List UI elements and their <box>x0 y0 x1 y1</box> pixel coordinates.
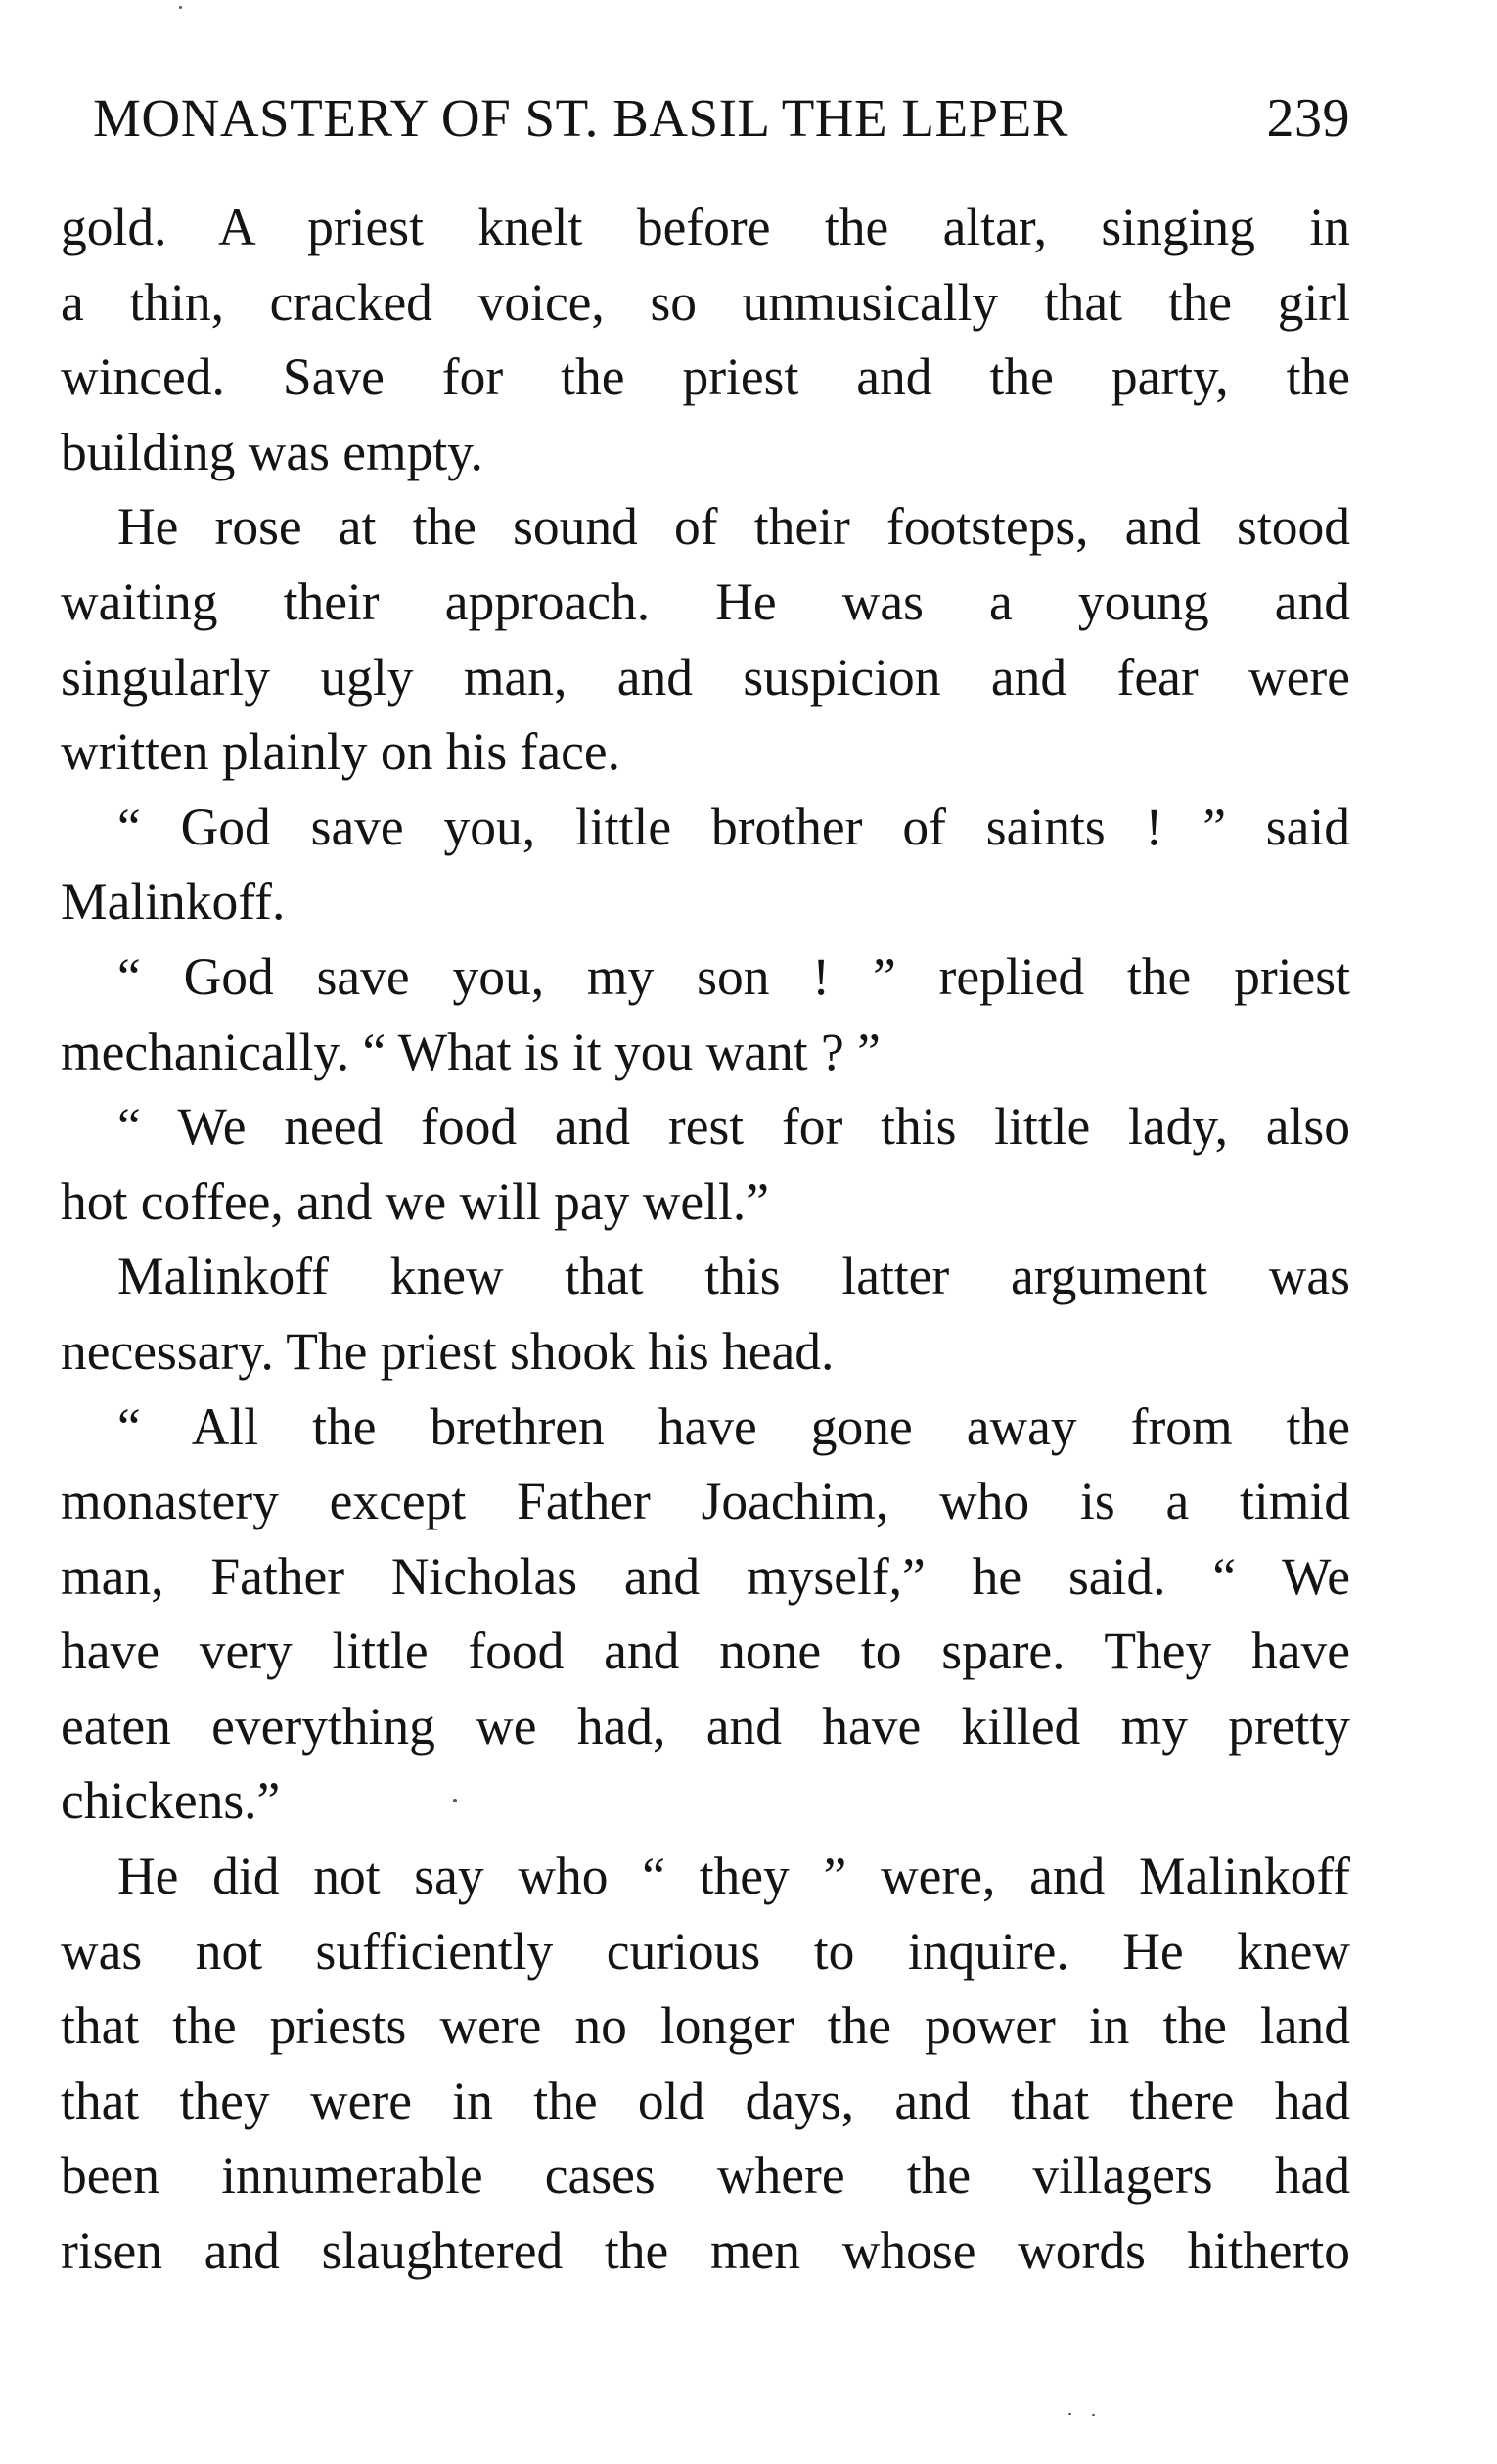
print-speck <box>1092 2414 1095 2416</box>
text-line: winced. Save for the priest and the party, the <box>61 347 1350 407</box>
text-line: a thin, cracked voice, so unmusically that the girl <box>61 272 1350 332</box>
text-line: monastery except Father Joachim, who is a timid <box>61 1472 1350 1531</box>
running-title: MONASTERY OF ST. BASIL THE LEPER <box>93 88 1068 148</box>
text-line: gold. A priest knelt before the altar, singing in <box>61 198 1350 256</box>
print-speck <box>179 6 182 9</box>
text-line: eaten everything we had, and have killed my pretty <box>61 1696 1350 1756</box>
text-line: “ We need food and rest for this little lady, also <box>117 1097 1350 1157</box>
text-line: “ God save you, my son ! ” replied the priest <box>117 946 1350 1006</box>
text-line: that they were in the old days, and that there had <box>61 2071 1350 2130</box>
body-text <box>61 190 1350 2289</box>
text-line: risen and slaughtered the men whose words hitherto <box>61 2221 1350 2281</box>
text-line: chickens.” <box>61 1771 281 1831</box>
text-line: written plainly on his face. <box>61 722 620 782</box>
print-speck <box>453 1799 457 1802</box>
text-line: “ All the brethren have gone away from the <box>117 1396 1350 1456</box>
text-line: building was empty. <box>61 422 483 481</box>
text-line: “ God save you, little brother of saints ! ” said <box>117 797 1350 856</box>
text-line: singularly ugly man, and suspicion and fear were <box>61 647 1350 707</box>
text-line: mechanically. “ What is it you want ? ” <box>61 1022 881 1081</box>
text-line: He rose at the sound of their footsteps, and stood <box>117 497 1350 557</box>
page-number: 239 <box>1266 88 1350 149</box>
text-line: hot coffee, and we will pay well.” <box>61 1171 769 1231</box>
text-line: Malinkoff knew that this latter argument was <box>117 1247 1350 1306</box>
text-line: was not sufficiently curious to inquire. He knew <box>61 1921 1350 1981</box>
text-line: that the priests were no longer the power in the land <box>61 1996 1350 2056</box>
text-line: man, Father Nicholas and myself,” he said. “ We <box>61 1546 1350 1606</box>
text-line: been innumerable cases where the villagers had <box>61 2146 1350 2206</box>
text-line: Malinkoff. <box>61 872 286 932</box>
text-line: necessary. The priest shook his head. <box>61 1321 835 1381</box>
text-line: He did not say who “ they ” were, and Malinkoff <box>117 1847 1350 1906</box>
text-line: waiting their approach. He was a young and <box>61 571 1350 631</box>
running-head <box>93 84 1350 153</box>
print-speck <box>1068 2413 1071 2415</box>
text-line: have very little food and none to spare. They have <box>61 1621 1350 1681</box>
